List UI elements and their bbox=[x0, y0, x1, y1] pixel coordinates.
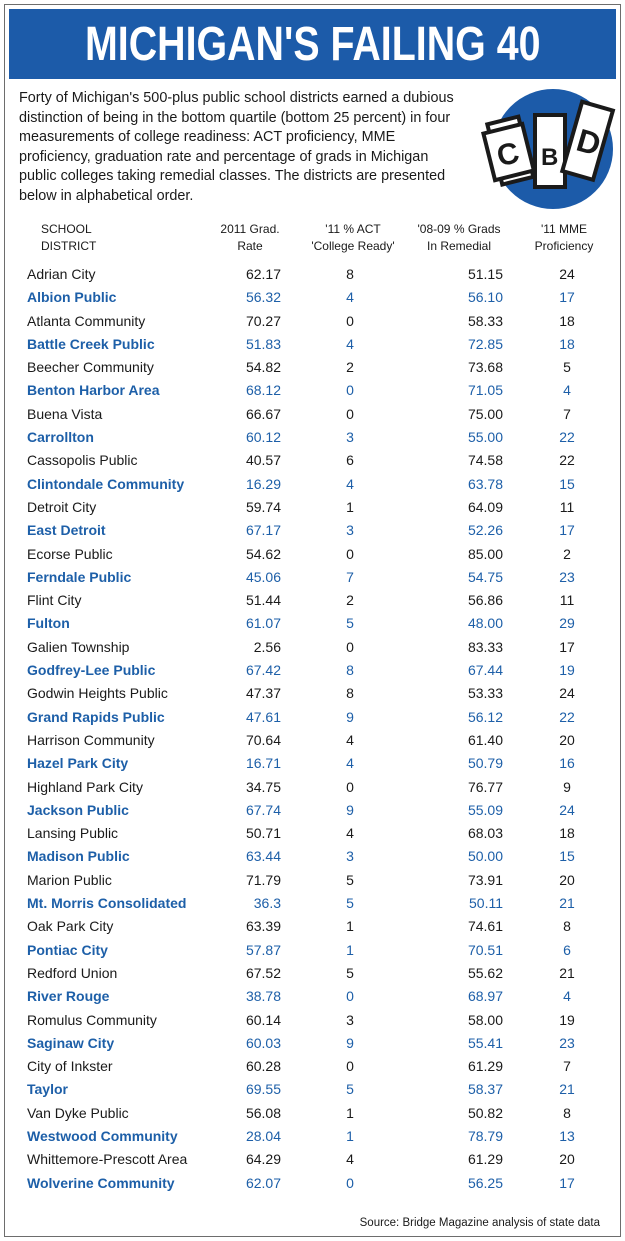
act-college-ready-cell: 4 bbox=[346, 475, 354, 492]
mme-proficiency-cell: 18 bbox=[559, 335, 575, 352]
mme-proficiency-cell: 21 bbox=[559, 964, 575, 981]
header-line: 'College Ready' bbox=[311, 239, 395, 253]
table-row bbox=[5, 519, 622, 542]
district-name-cell: Clintondale Community bbox=[27, 475, 185, 492]
grad-rate-cell: 67.17 bbox=[245, 522, 281, 539]
grad-rate-cell: 54.62 bbox=[245, 545, 281, 562]
district-name-cell: Mt. Morris Consolidated bbox=[27, 895, 187, 912]
grad-rate-cell: 68.12 bbox=[245, 382, 281, 399]
mme-proficiency-cell: 29 bbox=[559, 615, 575, 632]
district-table bbox=[5, 263, 622, 1195]
header-act-college-ready bbox=[301, 221, 405, 255]
district-name-cell: Highland Park City bbox=[27, 778, 143, 795]
district-name-cell: Cassopolis Public bbox=[27, 452, 138, 469]
grad-rate-cell: 56.08 bbox=[245, 1104, 281, 1121]
district-name-cell: City of Inkster bbox=[27, 1058, 113, 1075]
grads-in-remedial-cell: 50.00 bbox=[467, 848, 503, 865]
mme-proficiency-cell: 11 bbox=[559, 592, 575, 609]
district-name-cell: Harrison Community bbox=[27, 731, 155, 748]
table-row bbox=[5, 1078, 622, 1101]
header-line: Proficiency bbox=[534, 239, 594, 253]
district-name-cell: Pontiac City bbox=[27, 941, 108, 958]
grad-rate-cell: 56.32 bbox=[245, 289, 281, 306]
grad-rate-cell: 62.07 bbox=[245, 1174, 281, 1191]
mme-proficiency-cell: 4 bbox=[563, 382, 571, 399]
mme-proficiency-cell: 17 bbox=[559, 522, 575, 539]
grads-in-remedial-cell: 56.10 bbox=[467, 289, 503, 306]
act-college-ready-cell: 5 bbox=[346, 964, 354, 981]
table-row bbox=[5, 426, 622, 449]
mme-proficiency-cell: 11 bbox=[559, 498, 575, 515]
table-row bbox=[5, 612, 622, 635]
books-logo-icon bbox=[473, 83, 617, 211]
mme-proficiency-cell: 15 bbox=[559, 475, 575, 492]
act-college-ready-cell: 9 bbox=[346, 1034, 354, 1051]
grads-in-remedial-cell: 78.79 bbox=[467, 1127, 503, 1144]
grad-rate-cell: 51.44 bbox=[245, 592, 281, 609]
grads-in-remedial-cell: 73.91 bbox=[467, 871, 503, 888]
mme-proficiency-cell: 21 bbox=[559, 1081, 575, 1098]
table-row bbox=[5, 263, 622, 286]
act-college-ready-cell: 0 bbox=[346, 405, 354, 422]
mme-proficiency-cell: 17 bbox=[559, 289, 575, 306]
logo-letter-b: B bbox=[541, 144, 559, 171]
district-name-cell: Adrian City bbox=[27, 266, 96, 282]
act-college-ready-cell: 2 bbox=[346, 592, 354, 609]
district-name-cell: Detroit City bbox=[27, 498, 97, 515]
header-grads-in-remedial bbox=[407, 221, 511, 255]
mme-proficiency-cell: 24 bbox=[559, 685, 575, 702]
grad-rate-cell: 64.29 bbox=[245, 1151, 281, 1168]
grad-rate-cell: 36.3 bbox=[253, 895, 281, 912]
header-line: Rate bbox=[237, 239, 263, 253]
act-college-ready-cell: 4 bbox=[346, 1151, 354, 1168]
table-row bbox=[5, 985, 622, 1008]
district-name-cell: Fulton bbox=[27, 615, 70, 632]
mme-proficiency-cell: 18 bbox=[559, 312, 575, 329]
grads-in-remedial-cell: 72.85 bbox=[467, 335, 503, 352]
grads-in-remedial-cell: 50.11 bbox=[469, 895, 503, 912]
page-title: MICHIGAN'S FAILING 40 bbox=[84, 17, 541, 71]
table-row bbox=[5, 449, 622, 472]
grad-rate-cell: 67.52 bbox=[245, 964, 281, 981]
header-line: '08-09 % Grads bbox=[417, 222, 501, 236]
grad-rate-cell: 28.04 bbox=[245, 1127, 281, 1144]
grads-in-remedial-cell: 55.00 bbox=[467, 429, 503, 446]
grads-in-remedial-cell: 68.97 bbox=[467, 988, 503, 1005]
grads-in-remedial-cell: 74.58 bbox=[467, 452, 503, 469]
district-name-cell: Godwin Heights Public bbox=[27, 685, 168, 702]
grad-rate-cell: 47.37 bbox=[245, 685, 281, 702]
grad-rate-cell: 54.82 bbox=[245, 359, 281, 376]
grads-in-remedial-cell: 55.41 bbox=[467, 1034, 503, 1051]
grad-rate-cell: 60.03 bbox=[245, 1034, 281, 1051]
mme-proficiency-cell: 8 bbox=[563, 918, 571, 935]
act-college-ready-cell: 5 bbox=[346, 895, 354, 912]
act-college-ready-cell: 4 bbox=[346, 825, 354, 842]
mme-proficiency-cell: 17 bbox=[559, 1174, 575, 1191]
header-line: '11 % ACT bbox=[325, 222, 381, 236]
grad-rate-cell: 16.29 bbox=[245, 475, 281, 492]
grads-in-remedial-cell: 52.26 bbox=[467, 522, 503, 539]
mme-proficiency-cell: 7 bbox=[563, 1058, 571, 1075]
mme-proficiency-cell: 19 bbox=[559, 1011, 575, 1028]
act-college-ready-cell: 0 bbox=[346, 988, 354, 1005]
table-row bbox=[5, 543, 622, 566]
table-row bbox=[5, 892, 622, 915]
grad-rate-cell: 63.39 bbox=[245, 918, 281, 935]
grad-rate-cell: 70.64 bbox=[245, 731, 281, 748]
district-name-cell: Redford Union bbox=[27, 964, 118, 981]
table-row bbox=[5, 682, 622, 705]
grads-in-remedial-cell: 48.00 bbox=[467, 615, 503, 632]
act-college-ready-cell: 1 bbox=[346, 941, 354, 958]
grads-in-remedial-cell: 58.33 bbox=[467, 312, 503, 329]
grad-rate-cell: 62.17 bbox=[245, 266, 281, 282]
grad-rate-cell: 70.27 bbox=[245, 312, 281, 329]
header-line: In Remedial bbox=[426, 239, 492, 253]
book-b-icon bbox=[533, 113, 567, 189]
grad-rate-cell: 57.87 bbox=[245, 941, 281, 958]
district-name-cell: Lansing Public bbox=[27, 825, 119, 842]
table-row bbox=[5, 659, 622, 682]
district-name-cell: Whittemore-Prescott Area bbox=[27, 1151, 188, 1168]
table-row bbox=[5, 379, 622, 402]
grads-in-remedial-cell: 67.44 bbox=[467, 662, 503, 679]
source-note: Source: Bridge Magazine analysis of state data bbox=[359, 1217, 600, 1229]
table-row bbox=[5, 333, 622, 356]
table-row bbox=[5, 939, 622, 962]
act-college-ready-cell: 8 bbox=[346, 685, 354, 702]
district-name-cell: Westwood Community bbox=[27, 1127, 178, 1144]
grad-rate-cell: 66.67 bbox=[245, 405, 281, 422]
act-college-ready-cell: 6 bbox=[346, 452, 354, 469]
grad-rate-cell: 60.28 bbox=[245, 1058, 281, 1075]
grads-in-remedial-cell: 76.77 bbox=[467, 778, 503, 795]
district-name-cell: Romulus Community bbox=[27, 1011, 157, 1028]
grads-in-remedial-cell: 50.82 bbox=[467, 1104, 503, 1121]
mme-proficiency-cell: 17 bbox=[559, 638, 575, 655]
act-college-ready-cell: 4 bbox=[346, 289, 354, 306]
district-name-cell: Madison Public bbox=[27, 848, 130, 865]
grad-rate-cell: 47.61 bbox=[245, 708, 281, 725]
act-college-ready-cell: 4 bbox=[346, 731, 354, 748]
table-row bbox=[5, 1055, 622, 1078]
mme-proficiency-cell: 8 bbox=[563, 1104, 571, 1121]
table-row bbox=[5, 799, 622, 822]
header-line: SCHOOL bbox=[41, 222, 92, 236]
grad-rate-cell: 45.06 bbox=[245, 568, 281, 585]
grads-in-remedial-cell: 55.62 bbox=[467, 964, 503, 981]
district-name-cell: Godfrey-Lee Public bbox=[27, 662, 156, 679]
grads-in-remedial-cell: 58.37 bbox=[467, 1081, 503, 1098]
grad-rate-cell: 59.74 bbox=[245, 498, 281, 515]
district-name-cell: Ferndale Public bbox=[27, 568, 132, 585]
grad-rate-cell: 69.55 bbox=[245, 1081, 281, 1098]
act-college-ready-cell: 7 bbox=[346, 568, 354, 585]
district-name-cell: Buena Vista bbox=[27, 405, 103, 422]
table-row bbox=[5, 1009, 622, 1032]
header-line: 2011 Grad. bbox=[220, 222, 280, 236]
grad-rate-cell: 67.42 bbox=[245, 662, 281, 679]
table-row bbox=[5, 869, 622, 892]
act-college-ready-cell: 0 bbox=[346, 312, 354, 329]
mme-proficiency-cell: 22 bbox=[559, 708, 575, 725]
mme-proficiency-cell: 9 bbox=[563, 778, 571, 795]
act-college-ready-cell: 5 bbox=[346, 871, 354, 888]
district-name-cell: Van Dyke Public bbox=[27, 1104, 129, 1121]
act-college-ready-cell: 2 bbox=[346, 359, 354, 376]
mme-proficiency-cell: 16 bbox=[559, 755, 575, 772]
table-row bbox=[5, 589, 622, 612]
act-college-ready-cell: 0 bbox=[346, 1174, 354, 1191]
mme-proficiency-cell: 15 bbox=[559, 848, 575, 865]
act-college-ready-cell: 0 bbox=[346, 1058, 354, 1075]
act-college-ready-cell: 8 bbox=[346, 266, 354, 282]
district-name-cell: Beecher Community bbox=[27, 359, 154, 376]
grads-in-remedial-cell: 71.05 bbox=[467, 382, 503, 399]
table-row bbox=[5, 822, 622, 845]
grads-in-remedial-cell: 53.33 bbox=[467, 685, 503, 702]
grads-in-remedial-cell: 83.33 bbox=[467, 638, 503, 655]
grads-in-remedial-cell: 70.51 bbox=[467, 941, 503, 958]
mme-proficiency-cell: 2 bbox=[563, 545, 571, 562]
grad-rate-cell: 60.14 bbox=[245, 1011, 281, 1028]
mme-proficiency-cell: 13 bbox=[559, 1127, 575, 1144]
table-row bbox=[5, 636, 622, 659]
grad-rate-cell: 71.79 bbox=[245, 871, 281, 888]
mme-proficiency-cell: 19 bbox=[559, 662, 575, 679]
act-college-ready-cell: 3 bbox=[346, 429, 354, 446]
grads-in-remedial-cell: 75.00 bbox=[467, 405, 503, 422]
grads-in-remedial-cell: 56.86 bbox=[467, 592, 503, 609]
mme-proficiency-cell: 24 bbox=[559, 266, 575, 282]
header-school-district bbox=[41, 221, 141, 255]
table-row bbox=[5, 776, 622, 799]
district-name-cell: Flint City bbox=[27, 592, 82, 609]
district-name-cell: Wolverine Community bbox=[27, 1174, 175, 1191]
grads-in-remedial-cell: 61.29 bbox=[467, 1058, 503, 1075]
title-banner bbox=[9, 9, 616, 79]
mme-proficiency-cell: 6 bbox=[563, 941, 571, 958]
district-name-cell: Ecorse Public bbox=[27, 545, 113, 562]
act-college-ready-cell: 8 bbox=[346, 662, 354, 679]
grads-in-remedial-cell: 73.68 bbox=[467, 359, 503, 376]
table-row bbox=[5, 310, 622, 333]
act-college-ready-cell: 1 bbox=[346, 1127, 354, 1144]
grads-in-remedial-cell: 51.15 bbox=[467, 266, 503, 282]
act-college-ready-cell: 5 bbox=[346, 615, 354, 632]
act-college-ready-cell: 9 bbox=[346, 801, 354, 818]
grads-in-remedial-cell: 68.03 bbox=[467, 825, 503, 842]
mme-proficiency-cell: 5 bbox=[563, 359, 571, 376]
act-college-ready-cell: 3 bbox=[346, 848, 354, 865]
act-college-ready-cell: 0 bbox=[346, 545, 354, 562]
district-name-cell: Galien Township bbox=[27, 638, 130, 655]
grads-in-remedial-cell: 61.40 bbox=[467, 731, 503, 748]
district-name-cell: Hazel Park City bbox=[27, 755, 129, 772]
header-line: '11 MME bbox=[540, 222, 588, 236]
grad-rate-cell: 16.71 bbox=[245, 755, 281, 772]
act-college-ready-cell: 9 bbox=[346, 708, 354, 725]
district-name-cell: Carrollton bbox=[27, 429, 94, 446]
grads-in-remedial-cell: 55.09 bbox=[467, 801, 503, 818]
act-college-ready-cell: 4 bbox=[346, 335, 354, 352]
act-college-ready-cell: 3 bbox=[346, 522, 354, 539]
header-grad-rate bbox=[205, 221, 295, 255]
grad-rate-cell: 63.44 bbox=[245, 848, 281, 865]
district-name-cell: Albion Public bbox=[27, 289, 117, 306]
table-row bbox=[5, 473, 622, 496]
grads-in-remedial-cell: 54.75 bbox=[467, 568, 503, 585]
logo-letter-d: D bbox=[572, 121, 605, 163]
district-name-cell: Grand Rapids Public bbox=[27, 708, 165, 725]
grads-in-remedial-cell: 58.00 bbox=[467, 1011, 503, 1028]
mme-proficiency-cell: 22 bbox=[559, 452, 575, 469]
act-college-ready-cell: 0 bbox=[346, 778, 354, 795]
header-mme-proficiency bbox=[519, 221, 609, 255]
district-name-cell: Battle Creek Public bbox=[27, 335, 155, 352]
mme-proficiency-cell: 7 bbox=[563, 405, 571, 422]
act-college-ready-cell: 1 bbox=[346, 1104, 354, 1121]
mme-proficiency-cell: 23 bbox=[559, 568, 575, 585]
mme-proficiency-cell: 24 bbox=[559, 801, 575, 818]
mme-proficiency-cell: 22 bbox=[559, 429, 575, 446]
table-row bbox=[5, 286, 622, 309]
table-row bbox=[5, 1102, 622, 1125]
intro-text: Forty of Michigan's 500-plus public school districts earned a dubious distinction of being in the bottom quartile (bottom 25 percent) in four measurements of college readiness: ACT proficiency, MME proficiency, graduation rate and percentage of grads in Michigan public colleges taking remedial classes. The districts are presented below in alphabetical order. bbox=[19, 90, 454, 204]
act-college-ready-cell: 0 bbox=[346, 382, 354, 399]
header-line: DISTRICT bbox=[41, 239, 97, 253]
table-row bbox=[5, 1148, 622, 1171]
district-name-cell: Benton Harbor Area bbox=[27, 382, 160, 399]
grad-rate-cell: 38.78 bbox=[245, 988, 281, 1005]
table-row bbox=[5, 729, 622, 752]
grads-in-remedial-cell: 56.25 bbox=[467, 1174, 503, 1191]
mme-proficiency-cell: 23 bbox=[559, 1034, 575, 1051]
grads-in-remedial-cell: 64.09 bbox=[467, 498, 503, 515]
grad-rate-cell: 61.07 bbox=[245, 615, 281, 632]
grad-rate-cell: 51.83 bbox=[245, 335, 281, 352]
table-row bbox=[5, 403, 622, 426]
act-college-ready-cell: 0 bbox=[346, 638, 354, 655]
act-college-ready-cell: 1 bbox=[346, 918, 354, 935]
table-row bbox=[5, 566, 622, 589]
mme-proficiency-cell: 20 bbox=[559, 1151, 575, 1168]
grads-in-remedial-cell: 74.61 bbox=[467, 918, 503, 935]
grad-rate-cell: 40.57 bbox=[245, 452, 281, 469]
grad-rate-cell: 2.56 bbox=[253, 638, 281, 655]
district-name-cell: Taylor bbox=[27, 1081, 68, 1098]
grad-rate-cell: 50.71 bbox=[245, 825, 281, 842]
table-row bbox=[5, 1125, 622, 1148]
mme-proficiency-cell: 4 bbox=[563, 988, 571, 1005]
table-row bbox=[5, 1172, 622, 1195]
table-row bbox=[5, 496, 622, 519]
table-row bbox=[5, 356, 622, 379]
district-name-cell: East Detroit bbox=[27, 522, 106, 539]
mme-proficiency-cell: 20 bbox=[559, 731, 575, 748]
grads-in-remedial-cell: 61.29 bbox=[467, 1151, 503, 1168]
table-row bbox=[5, 962, 622, 985]
logo-letter-c: C bbox=[493, 136, 523, 174]
table-row bbox=[5, 1032, 622, 1055]
district-name-cell: Marion Public bbox=[27, 871, 112, 888]
district-name-cell: Jackson Public bbox=[27, 801, 129, 818]
district-name-cell: Oak Park City bbox=[27, 918, 114, 935]
grad-rate-cell: 34.75 bbox=[245, 778, 281, 795]
act-college-ready-cell: 4 bbox=[346, 755, 354, 772]
district-name-cell: Atlanta Community bbox=[27, 312, 146, 329]
grad-rate-cell: 67.74 bbox=[245, 801, 281, 818]
grads-in-remedial-cell: 56.12 bbox=[467, 708, 503, 725]
act-college-ready-cell: 3 bbox=[346, 1011, 354, 1028]
grads-in-remedial-cell: 50.79 bbox=[467, 755, 503, 772]
table-row bbox=[5, 845, 622, 868]
grads-in-remedial-cell: 85.00 bbox=[467, 545, 503, 562]
table-row bbox=[5, 915, 622, 938]
mme-proficiency-cell: 18 bbox=[559, 825, 575, 842]
grad-rate-cell: 60.12 bbox=[245, 429, 281, 446]
act-college-ready-cell: 1 bbox=[346, 498, 354, 515]
table-row bbox=[5, 752, 622, 775]
grads-in-remedial-cell: 63.78 bbox=[467, 475, 503, 492]
district-name-cell: Saginaw City bbox=[27, 1034, 115, 1051]
mme-proficiency-cell: 20 bbox=[559, 871, 575, 888]
district-name-cell: River Rouge bbox=[27, 988, 110, 1005]
infographic-frame bbox=[4, 4, 621, 1237]
table-row bbox=[5, 706, 622, 729]
act-college-ready-cell: 5 bbox=[346, 1081, 354, 1098]
mme-proficiency-cell: 21 bbox=[559, 895, 575, 912]
